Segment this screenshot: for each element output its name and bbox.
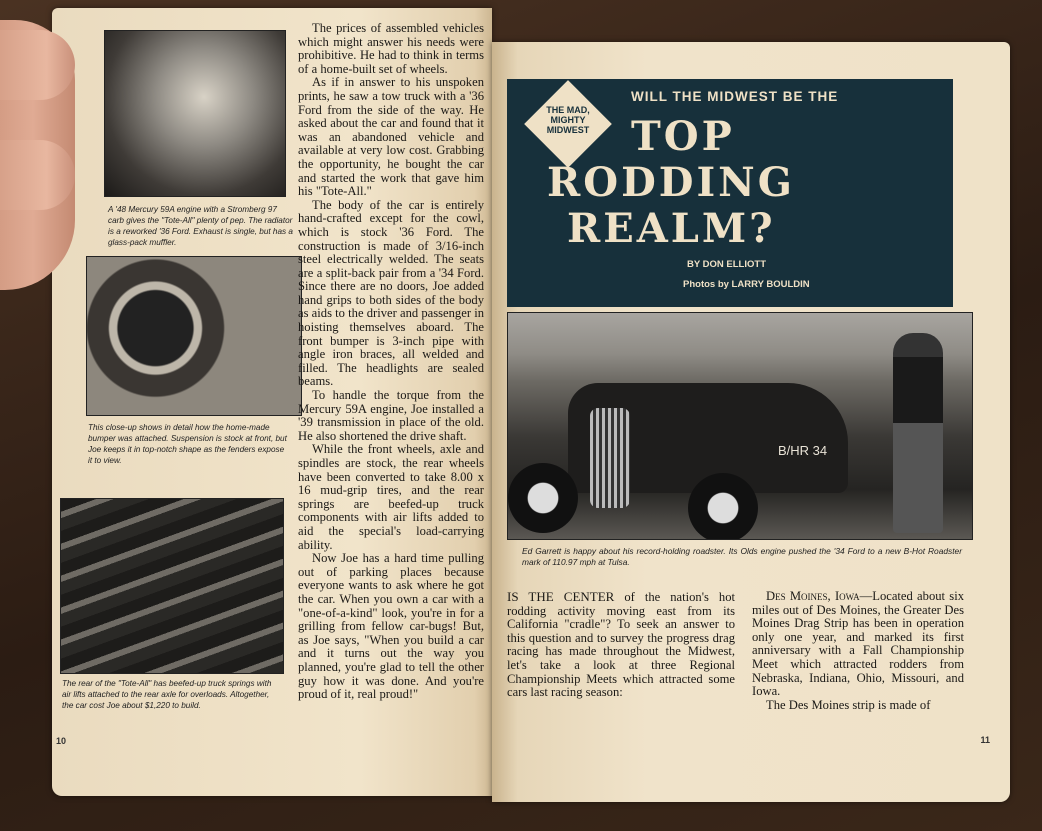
finger [0,140,75,210]
title-banner [507,79,953,307]
photo-credit: Photos by LARRY BOULDIN [683,279,810,290]
paragraph: —Located about six miles out of Des Moines, the Greater Des Moines Drag Strip has been in operation only one year, and marked its first anniversary with a Fall Championship Meet which attracted rodders from Nebraska, Indiana, Ohio, Missouri, and Iowa. [752,589,964,699]
paragraph: of the nation's hot rodding activity moving east from its California "cradle"? To seek an answer to this question and to survey the progress drag racing has made throughout the Midwest, let's take a look at three Regional Championship Meets which attracted some cars last racing season: [507,590,735,700]
dateline: Des Moines, Iowa [766,589,860,603]
springs-photo [60,498,284,674]
engine-photo [104,30,286,197]
roadster-caption: Ed Garrett is happy about his record-holding roadster. Its Olds engine pushed the '34 Ford to a new B-Hot Roadster mark of 110.97 mph at Tulsa. [522,546,962,567]
badge-line: MIGHTY [550,115,586,125]
paragraph: The body of the car is entirely hand-crafted except for the cowl, which is stock '36 Ford. The construction is made of 3/16-inch steel electrically welded. The seats are a split-back pair from a '34 Ford. Since there are no doors, Joe added hand grips to both sides of the body as aids to the driver and passenger in hoisting themselves aboard. The front bumper is 3-inch pipe with angle iron braces, all welded and filled. The headlights are sealed beams. [298,197,484,389]
headline-line-2: RODDING [547,159,795,206]
roadster-photo [507,312,973,540]
paragraph: As if in answer to his unspoken prints, he saw a tow truck with a '36 Ford from the side of the way. He asked about the car and found that it was an abandoned vehicle and available at very low cost. Grabbing the opportunity, he bought the car and started the work that gave him his "Tote-All." [298,75,484,199]
badge-line: MIDWEST [546,125,590,135]
driver-figure [893,333,943,533]
page-number-left: 10 [56,736,67,746]
left-page [52,8,492,796]
springs-caption: The rear of the "Tote-All" has beefed-up truck springs with air lifts attached to the rear axle for overloads. Altogether, the car cost Joe about $1,220 to build. [62,679,272,710]
bumper-photo [86,256,302,416]
car-grille [590,408,630,508]
wheel-icon [688,473,758,540]
badge-line: THE MAD, [546,105,590,115]
byline: BY DON ELLIOTT [687,259,766,270]
paragraph: The prices of assembled vehicles which might answer his needs were prohibitive. He had to think in terms of a home-built set of wheels. [298,21,484,76]
engine-caption: A '48 Mercury 59A engine with a Stromberg 97 carb gives the "Tote-All" plenty of pep. The radiator is a reworked '36 Ford. Exhaust is single, but has a glass-pack muffler. [108,205,293,247]
paragraph: To handle the torque from the Mercury 59A engine, Joe installed a '39 transmission in place of the old. He also shortened the drive shaft. [298,388,484,443]
headline-line-1: TOP [631,113,735,160]
wheel-icon [508,463,578,533]
right-column-1 [507,590,735,700]
left-body-text [298,22,484,702]
car-class-number: B/HR 34 [778,443,828,458]
badge-text [529,105,607,135]
page-number-right: 11 [980,735,990,745]
paragraph: Now Joe has a hard time pulling out of parking places because everyone wants to ask where he got the car. When you own a car with a "one-of-a-kind" look, you're in for a grilling from fellow car-bugs! But, as Joe says, "When you build a car and it turns out the way you planned, you're glad to tell the other guy how it was done. And you're proud of it, real proud!" [298,551,484,702]
lead-words: IS THE CENTER [507,589,615,604]
bumper-caption: This close-up shows in detail how the home-made bumper was attached. Suspension is stock at front, but Joe keeps it in top-notch shape as the fenders expose it to view. [88,423,287,465]
right-column-2 [752,590,964,712]
right-page [492,42,1010,802]
paragraph: The Des Moines strip is made of [766,697,931,712]
finger [0,30,75,100]
kicker: WILL THE MIDWEST BE THE [631,89,839,104]
paragraph: While the front wheels, axle and spindles are stock, the rear wheels have been converted to take 8.00 x 16 mud-grip tires, and the rear springs are beefed-up truck components with air lifts added to aid the special's load-carrying ability. [298,442,484,552]
headline-line-3: REALM? [567,205,776,252]
